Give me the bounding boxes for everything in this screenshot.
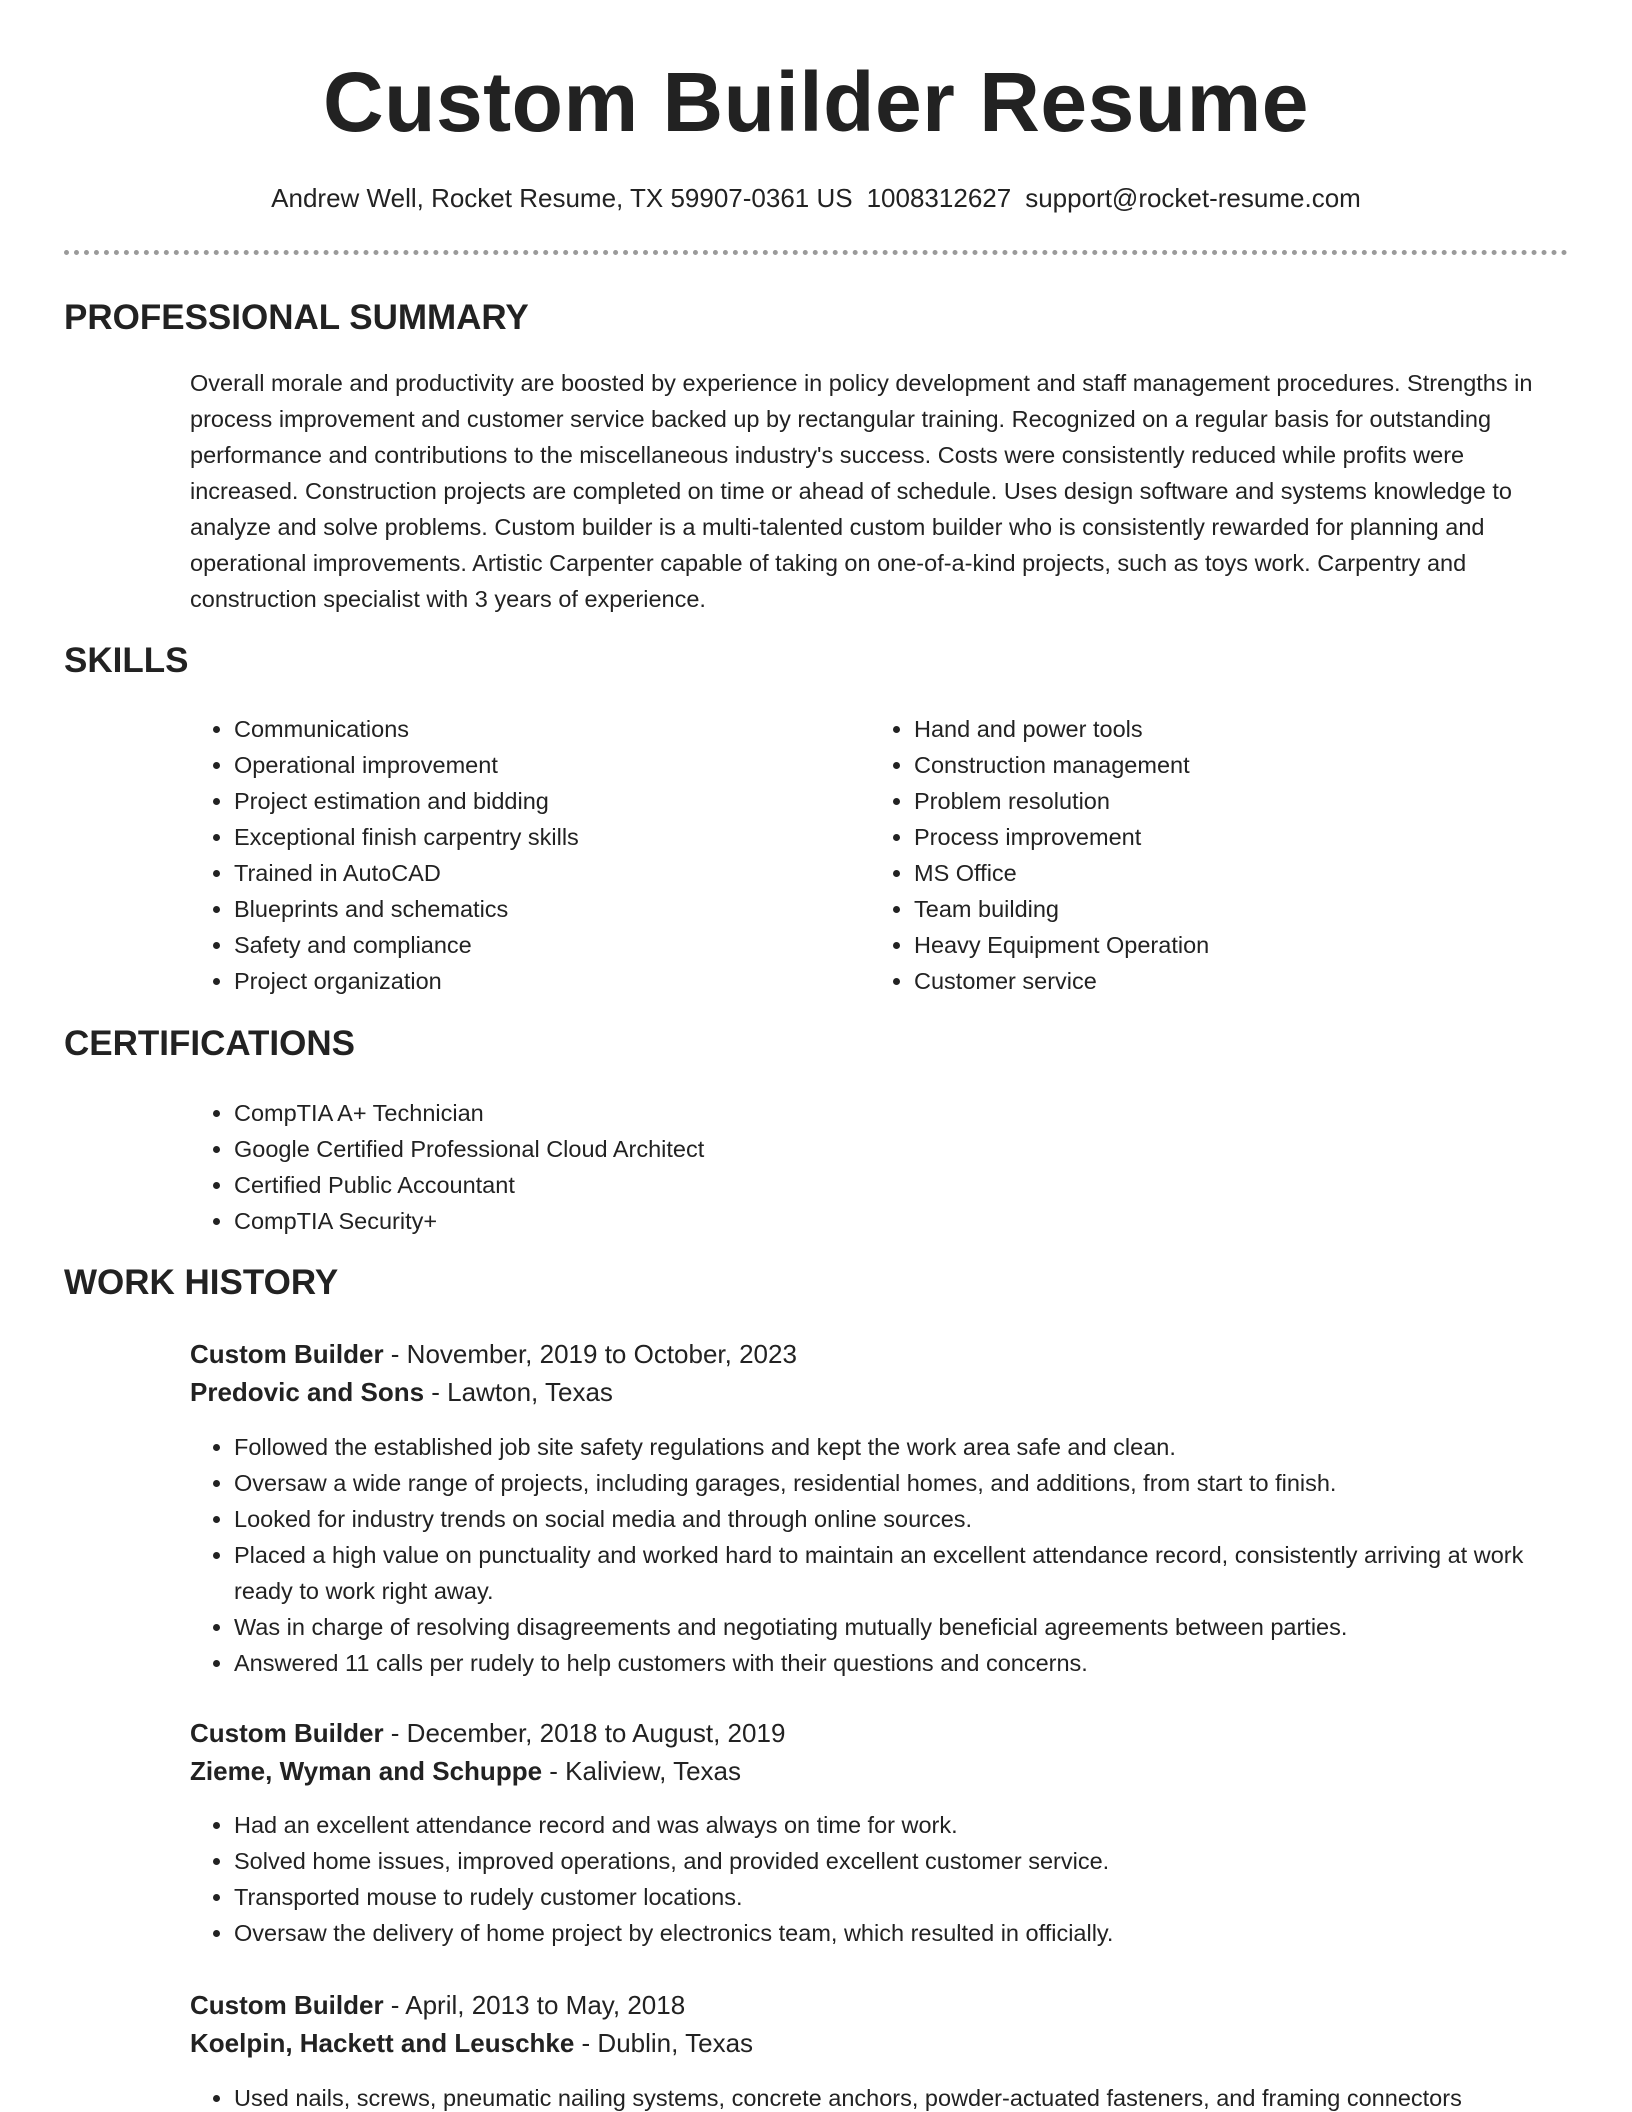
- skill-item: • Process improvement: [914, 819, 1514, 855]
- skill-item: • Project estimation and bidding: [234, 783, 834, 819]
- skills-list-right: [870, 711, 1514, 999]
- job-location: - Lawton, Texas: [424, 1377, 613, 1407]
- job-bullet: • Used nails, screws, pneumatic nailing systems, concrete anchors, powder-actuated fasteners, and framing connectors: [234, 2080, 1614, 2112]
- header-divider: [64, 250, 1568, 255]
- job-bullet: • Answered 11 calls per rudely to help customers with their questions and concerns.: [234, 1645, 1584, 1681]
- job-role: Custom Builder: [190, 1990, 384, 2020]
- certification-item: • Certified Public Accountant: [234, 1167, 1534, 1203]
- certification-item: • Google Certified Professional Cloud Architect: [234, 1131, 1534, 1167]
- skill-item: • Trained in AutoCAD: [234, 855, 834, 891]
- certification-item: • CompTIA A+ Technician: [234, 1095, 1534, 1131]
- job-company-line: [190, 1373, 613, 1411]
- skill-item: • Operational improvement: [234, 747, 834, 783]
- job-bullet: • Placed a high value on punctuality and worked hard to maintain an excellent attendance record, consistently arriving at work ready to work right away.: [234, 1537, 1584, 1609]
- skill-item: • Exceptional finish carpentry skills: [234, 819, 834, 855]
- job-company-line: [190, 1752, 741, 1790]
- certification-item: • CompTIA Security+: [234, 1203, 1534, 1239]
- job-bullets: [190, 1429, 1584, 1681]
- job-dates: - December, 2018 to August, 2019: [383, 1718, 786, 1748]
- job-dates: - November, 2019 to October, 2023: [383, 1339, 797, 1369]
- job-company-line: [190, 2024, 753, 2062]
- job-bullets: [190, 2080, 1614, 2112]
- contact-email: support@rocket-resume.com: [1025, 183, 1361, 213]
- job-bullet: • Solved home issues, improved operations, and provided excellent customer service.: [234, 1843, 1584, 1879]
- job-role: Custom Builder: [190, 1718, 384, 1748]
- job-bullet: • Oversaw the delivery of home project by electronics team, which resulted in officially.: [234, 1915, 1584, 1951]
- contact-line: [0, 181, 1632, 215]
- job-bullet: • Followed the established job site safety regulations and kept the work area safe and clean.: [234, 1429, 1584, 1465]
- job-bullet: • Oversaw a wide range of projects, including garages, residential homes, and additions, from start to finish.: [234, 1465, 1584, 1501]
- skill-item: • Blueprints and schematics: [234, 891, 834, 927]
- certifications-list: [190, 1095, 1534, 1239]
- job-title-line: [190, 1986, 685, 2024]
- job-bullet: • Looked for industry trends on social media and through online sources.: [234, 1501, 1584, 1537]
- job-company: Koelpin, Hackett and Leuschke: [190, 2028, 575, 2058]
- job-title-line: [190, 1335, 797, 1373]
- job-company: Zieme, Wyman and Schuppe: [190, 1756, 543, 1786]
- page-title: Custom Builder Resume: [322, 55, 1309, 149]
- job-location: - Dublin, Texas: [574, 2028, 754, 2058]
- summary-heading: PROFESSIONAL SUMMARY: [64, 298, 529, 337]
- certifications-heading: CERTIFICATIONS: [64, 1024, 356, 1063]
- contact-address: Andrew Well, Rocket Resume, TX 59907-0361 US: [271, 183, 853, 213]
- skill-item: • Communications: [234, 711, 834, 747]
- job-bullet: • Transported mouse to rudely customer locations.: [234, 1879, 1584, 1915]
- work-history-heading: WORK HISTORY: [64, 1263, 339, 1302]
- job-dates: - April, 2013 to May, 2018: [383, 1990, 686, 2020]
- skill-item: • Customer service: [914, 963, 1514, 999]
- skills-heading: SKILLS: [64, 641, 189, 680]
- job-role: Custom Builder: [190, 1339, 384, 1369]
- skill-item: • Hand and power tools: [914, 711, 1514, 747]
- skill-item: • Problem resolution: [914, 783, 1514, 819]
- job-company: Predovic and Sons: [190, 1377, 425, 1407]
- skill-item: • Heavy Equipment Operation: [914, 927, 1514, 963]
- skill-item: • Team building: [914, 891, 1514, 927]
- skill-item: • MS Office: [914, 855, 1514, 891]
- job-bullet: • Was in charge of resolving disagreements and negotiating mutually beneficial agreements between parties.: [234, 1609, 1584, 1645]
- job-bullets: [190, 1807, 1584, 1951]
- job-bullet: • Had an excellent attendance record and was always on time for work.: [234, 1807, 1584, 1843]
- skill-item: • Construction management: [914, 747, 1514, 783]
- contact-phone: 1008312627: [866, 183, 1012, 213]
- job-location: - Kaliview, Texas: [542, 1756, 741, 1786]
- summary-text: Overall morale and productivity are boosted by experience in policy development and staff management procedures. Strengths in process improvement and customer service backed up by rectangular training. Recognized on a regular basis for outstanding performance and contributions to the miscellaneous industry's success. Costs were consistently reduced while profits were increased. Construction projects are completed on time or ahead of schedule. Uses design software and systems knowledge to analyze and solve problems. Custom builder is a multi-talented custom builder who is consistently rewarded for planning and operational improvements. Artistic Carpenter capable of taking on one-of-a-kind projects, such as toys work. Carpentry and construction specialist with 3 years of experience.: [190, 370, 1533, 612]
- job-title-line: [190, 1714, 785, 1752]
- skill-item: • Project organization: [234, 963, 834, 999]
- skill-item: • Safety and compliance: [234, 927, 834, 963]
- skills-list-left: [190, 711, 834, 999]
